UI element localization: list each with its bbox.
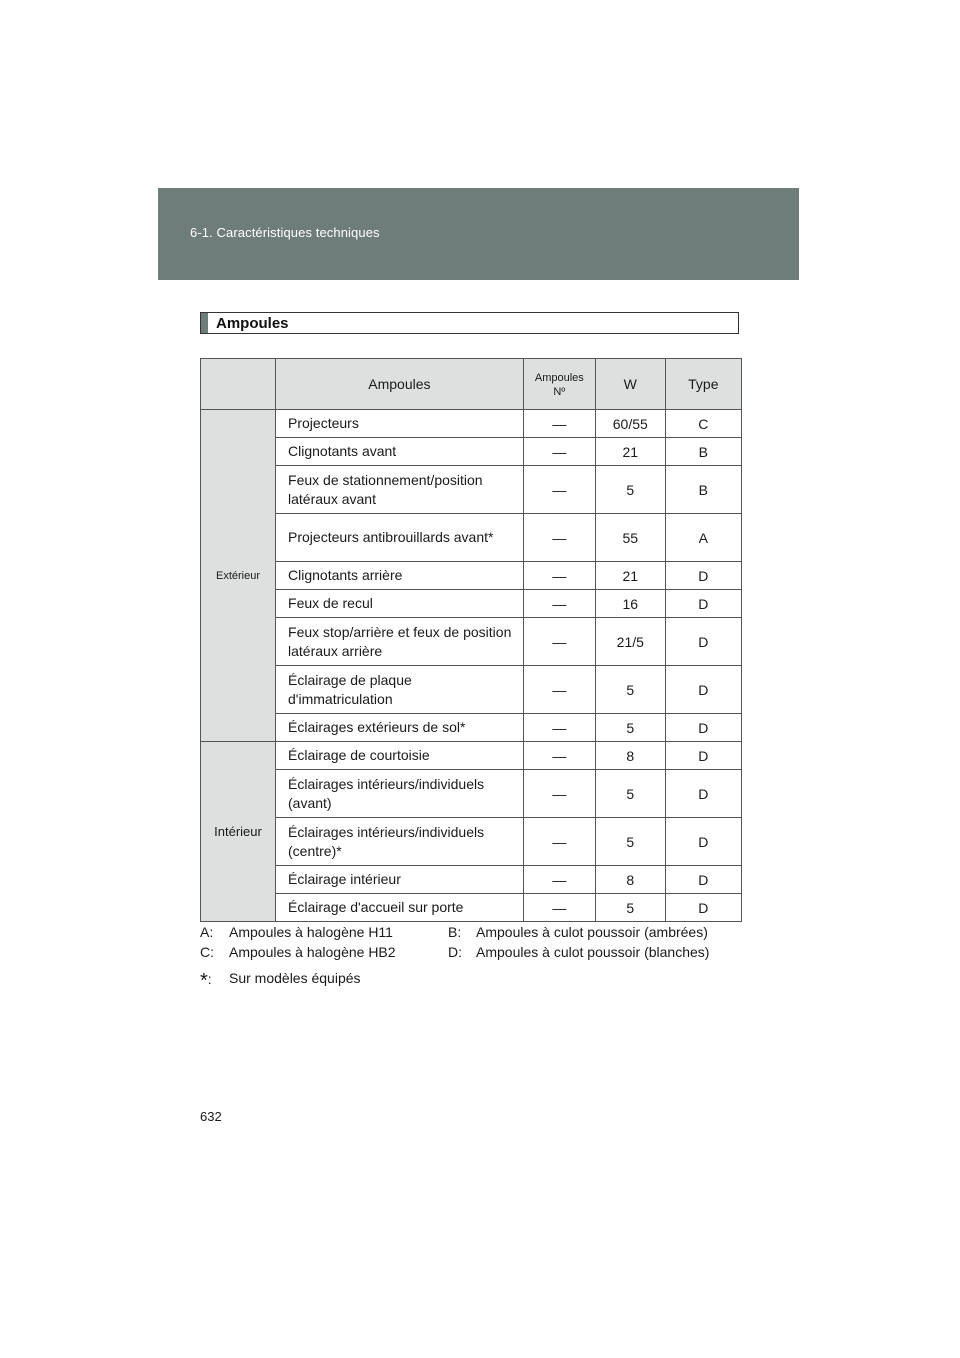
legend-b-key: B: (448, 924, 462, 940)
bulb-name: Éclairages intérieurs/individuels (avant) (276, 770, 524, 818)
bulb-type: D (665, 666, 741, 714)
footnote (200, 968, 361, 992)
bulb-type: D (665, 618, 741, 666)
bulb-name: Éclairage de plaque d'immatriculation (276, 666, 524, 714)
bulb-type: B (665, 466, 741, 514)
bulb-type: D (665, 770, 741, 818)
bulb-type: D (665, 866, 741, 894)
header-bulbs: Ampoules (276, 359, 524, 410)
table-row (201, 618, 742, 666)
legend-d-key: D: (448, 944, 462, 960)
bulb-name: Feux de stationnement/position latéraux avant (276, 466, 524, 514)
legend-d-text: Ampoules à culot poussoir (blanches) (476, 944, 710, 960)
table-row (201, 514, 742, 562)
bulb-type: D (665, 590, 741, 618)
legend-c-text: Ampoules à halogène HB2 (229, 944, 396, 960)
header-watts: W (595, 359, 665, 410)
bulb-number: — (523, 410, 595, 438)
bulb-watts: 5 (595, 894, 665, 922)
table-row (201, 466, 742, 514)
legend-b-text: Ampoules à culot poussoir (ambrées) (476, 924, 708, 940)
bulb-name: Éclairages intérieurs/individuels (centre)* (276, 818, 524, 866)
bulb-number: — (523, 562, 595, 590)
bulb-name: Éclairage d'accueil sur porte (276, 894, 524, 922)
table-row (201, 590, 742, 618)
header-bulb-number (523, 359, 595, 410)
table-row (201, 562, 742, 590)
bulb-number: — (523, 466, 595, 514)
table-row (201, 894, 742, 922)
legend-a (200, 922, 393, 942)
bulb-name: Feux stop/arrière et feux de position latéraux arrière (276, 618, 524, 666)
legend-c (200, 942, 396, 962)
bulb-watts: 21/5 (595, 618, 665, 666)
footnote-asterisk: * (200, 970, 208, 992)
table-row (201, 770, 742, 818)
footnote-colon: : (207, 971, 212, 987)
section-title: Ampoules (216, 315, 289, 332)
bulb-watts: 5 (595, 818, 665, 866)
bulb-name: Feux de recul (276, 590, 524, 618)
bulb-type: B (665, 438, 741, 466)
bulb-number: — (523, 666, 595, 714)
bulb-number: — (523, 438, 595, 466)
bulb-name: Projecteurs (276, 410, 524, 438)
section-title-marker (201, 313, 208, 333)
header-type: Type (665, 359, 741, 410)
bulb-number: — (523, 866, 595, 894)
bulb-number: — (523, 590, 595, 618)
chapter-title: 6-1. Caractéristiques techniques (190, 225, 380, 240)
bulb-watts: 8 (595, 866, 665, 894)
bulb-type: D (665, 818, 741, 866)
bulb-number: — (523, 618, 595, 666)
legend-b (448, 922, 708, 942)
bulb-watts: 55 (595, 514, 665, 562)
bulb-watts: 8 (595, 742, 665, 770)
bulb-type: D (665, 894, 741, 922)
bulb-number: — (523, 894, 595, 922)
bulb-number: — (523, 770, 595, 818)
bulb-watts: 5 (595, 666, 665, 714)
chapter-header-band (158, 188, 799, 280)
table-row (201, 714, 742, 742)
section-title-box (200, 312, 739, 334)
group-exterior: Extérieur (201, 410, 276, 742)
bulb-name: Projecteurs antibrouillards avant* (276, 514, 524, 562)
bulbs-table (200, 358, 742, 922)
group-interior: Intérieur (201, 742, 276, 922)
bulb-watts: 5 (595, 714, 665, 742)
table-row (201, 438, 742, 466)
bulb-type: D (665, 742, 741, 770)
table-row (201, 666, 742, 714)
bulb-watts: 21 (595, 438, 665, 466)
table-row (201, 742, 742, 770)
bulb-watts: 5 (595, 770, 665, 818)
bulb-type: C (665, 410, 741, 438)
bulb-type: D (665, 714, 741, 742)
header-bulb-number-top: Ampoules (534, 372, 584, 384)
footnote-text: Sur modèles équipés (229, 970, 361, 986)
bulb-number: — (523, 818, 595, 866)
bulb-watts: 60/55 (595, 410, 665, 438)
page-number: 632 (200, 1109, 222, 1124)
bulb-watts: 5 (595, 466, 665, 514)
legend-a-key: A: (200, 924, 214, 940)
bulb-name: Éclairage intérieur (276, 866, 524, 894)
bulb-name: Éclairages extérieurs de sol* (276, 714, 524, 742)
header-bulb-number-bottom: Nº (553, 386, 566, 398)
legend-a-text: Ampoules à halogène H11 (229, 924, 393, 940)
bulb-watts: 16 (595, 590, 665, 618)
bulb-watts: 21 (595, 562, 665, 590)
bulb-name: Clignotants avant (276, 438, 524, 466)
legend-d (448, 942, 710, 962)
legend-c-key: C: (200, 944, 214, 960)
bulb-type: A (665, 514, 741, 562)
table-row (201, 410, 742, 438)
bulb-number: — (523, 742, 595, 770)
bulb-name: Clignotants arrière (276, 562, 524, 590)
bulb-number: — (523, 714, 595, 742)
header-blank-cell (201, 359, 276, 410)
bulb-type: D (665, 562, 741, 590)
table-header-row (201, 359, 742, 410)
table-row (201, 866, 742, 894)
bulb-name: Éclairage de courtoisie (276, 742, 524, 770)
table-row (201, 818, 742, 866)
bulb-number: — (523, 514, 595, 562)
